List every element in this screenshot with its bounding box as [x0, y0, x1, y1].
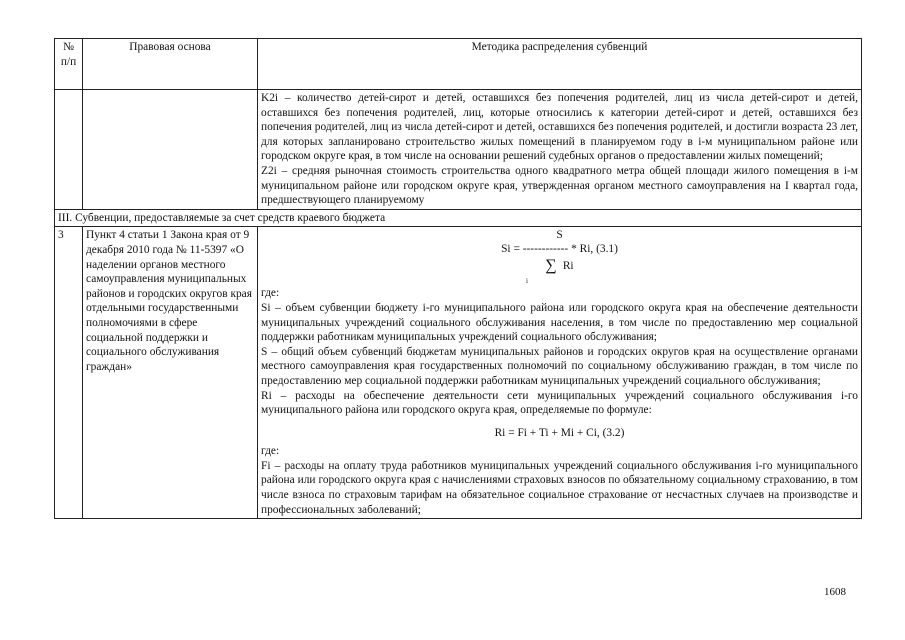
table-row	[55, 90, 862, 210]
s-definition: S – общий объем субвенций бюджетам муниципальных районов и городских округов края на осуществление органами местного самоуправления края государственных полномочий по социальному обслуживанию граждан, в том числе по предоставлению мер социальной поддержки работникам муниципальных учреждений социального обслуживания;	[261, 345, 858, 387]
subventions-table	[54, 38, 862, 519]
header-legal-basis: Правовая основа	[83, 39, 258, 90]
section-title: III. Субвенции, предоставляемые за счет средств краевого бюджета	[55, 209, 862, 227]
table-row	[55, 227, 862, 519]
si-definition: Si – объем субвенции бюджету i-го муниципального района или городского округа края на обеспечение деятельности муниципальных учреждений социального обслуживания населения, в том числе по предоставлению мер социальной поддержки работникам муниципальных учреждений социального обслуживания;	[261, 301, 858, 344]
section-row	[55, 209, 862, 227]
formula-3-1	[261, 228, 858, 286]
where-label: где:	[261, 287, 280, 300]
formula-main-line: Si = ------------ * Ri, (3.1)	[501, 243, 618, 256]
formula-3-2: Ri = Fi + Ti + Mi + Ci, (3.2)	[494, 426, 625, 439]
row1-method-cell	[258, 90, 862, 210]
table-header-row	[55, 39, 862, 90]
page-number: 1608	[824, 586, 846, 598]
z2i-definition: Z2i – средняя рыночная стоимость строительства одного квадратного метра общей площади жилого помещения в i-м муниципальном районе или городском округе края, утвержденная органом местного самоуправления на I квартал года, предшествующего планируемому	[261, 164, 858, 207]
sum-symbol: ∑	[545, 257, 557, 275]
k2i-definition: K2i – количество детей-сирот и детей, оставшихся без попечения родителей, лиц из числа детей-сирот и детей, оставшихся без попечения родителей, лиц, которые относились к категории детей-сирот и детей, оставшихся без попечения родителей, лиц из числа детей-сирот и детей, оставшихся без попечения родителей, и достигли возраста 23 лет, для которых запланировано строительство жилых помещений в планируемом году в i-м муниципальном районе или городском округе края, в том числе на основании решений судебных органов о предоставлении жилых помещений;	[261, 92, 858, 163]
row3-method-cell	[258, 227, 862, 519]
fi-definition: Fi – расходы на оплату труда работников муниципальных учреждений социального обслуживания i-го муниципального района или городского округа края с начислениями страховых взносов по обязательному социальному страхованию, в том числе взноса по страховым тарифам на обязательное социальное страхование от несчастных случаев на производстве и профессиональных заболеваний;	[261, 459, 858, 516]
header-method: Методика распределения субвенций	[258, 39, 862, 90]
row3-legal-basis: Пункт 4 статьи 1 Закона края от 9 декабря 2010 года № 11-5397 «О наделении органов местного самоуправления муниципальных районов и городских округов края отдельными государственными полномочиями в сфере социальной поддержки и социального обслуживания граждан»	[83, 227, 258, 519]
row3-num: 3	[55, 227, 83, 519]
header-num: № п/п	[55, 39, 83, 90]
formula-numerator: S	[556, 229, 563, 242]
sum-subscript: i	[526, 277, 528, 286]
where-label-2: где:	[261, 445, 280, 458]
formula-denominator: Ri	[562, 260, 574, 273]
ri-definition: Ri – расходы на обеспечение деятельности сети муниципальных учреждений социального обслуживания i-го муниципального района или городского округа края, определяемые по формуле:	[261, 389, 858, 417]
